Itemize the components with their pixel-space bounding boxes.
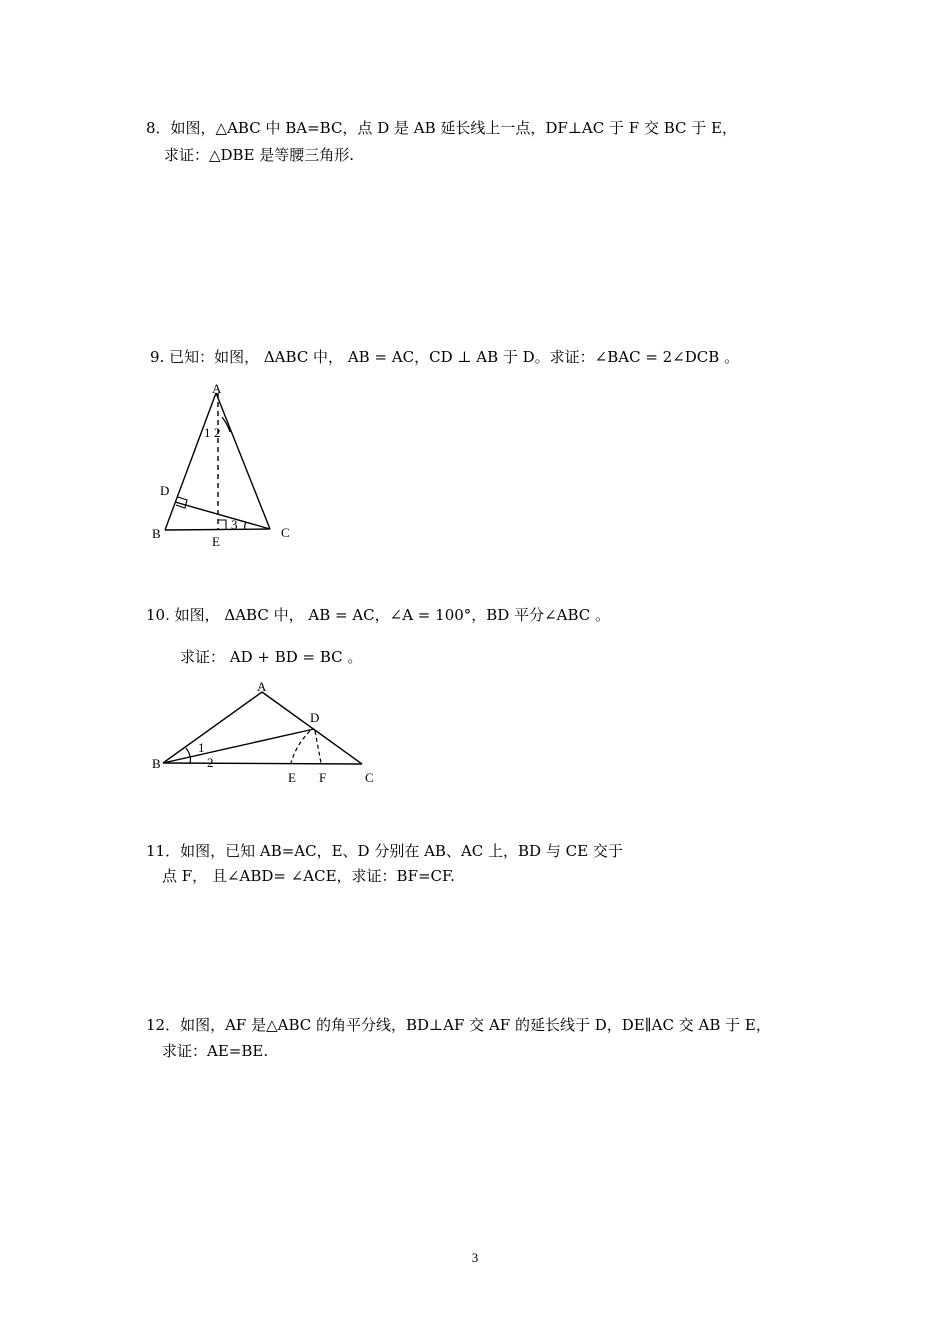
p9-angle-arc-C [245, 522, 246, 529]
problem-11-line2: 点 F， 且∠ABD= ∠ACE，求证：BF=CF. [162, 867, 455, 885]
p9-label-A: A [212, 381, 222, 396]
page-number: 3 [471, 1250, 479, 1265]
problem-11-line1: 11．如图，已知 AB=AC，E、D 分别在 AB、AC 上，BD 与 CE 交于 [146, 842, 623, 860]
problem-10-line2: 求证： AD + BD = BC 。 [180, 648, 363, 666]
p10-bisector-BD [163, 729, 314, 763]
p10-label-1: 1 [198, 740, 205, 755]
p9-label-2: 2 [214, 425, 221, 440]
p10-label-2: 2 [207, 755, 214, 770]
p9-segment-CD [175, 502, 270, 529]
p9-side-AB [165, 393, 216, 530]
p10-dashed-DF [315, 731, 321, 763]
problem-12-line1: 12．如图，AF 是△ABC 的角平分线，BD⊥AF 交 AF 的延长线于 D，DE∥AC 交 AB 于 E， [146, 1016, 771, 1034]
p9-side-BC [165, 529, 270, 530]
p10-label-A: A [257, 679, 267, 694]
problem-12-line2: 求证：AE=BE. [162, 1042, 269, 1060]
problem-8-line2: 求证：△DBE 是等腰三角形. [164, 146, 355, 164]
problem-9-line1: 9. 已知：如图， ΔABC 中， AB = AC，CD ⊥ AB 于 D。求证：∠BAC = 2∠DCB 。 [150, 348, 740, 366]
p9-side-AC [216, 393, 270, 529]
p9-right-angle-D [176, 497, 187, 508]
p10-label-C: C [365, 770, 374, 785]
p10-angle-arc-B [186, 748, 191, 763]
p10-side-AC [262, 692, 362, 764]
p9-label-D: D [160, 483, 170, 498]
p9-label-E: E [212, 534, 220, 549]
p9-angle-arc-A [222, 417, 230, 432]
p9-label-1: 1 [204, 425, 211, 440]
problem-8-line1: 8．如图，△ABC 中 BA=BC，点 D 是 AB 延长线上一点，DF⊥AC 于 F 交 BC 于 E， [146, 119, 737, 137]
p9-label-3: 3 [231, 517, 238, 532]
p10-side-BC [163, 763, 362, 764]
p10-side-AB [163, 692, 262, 763]
p9-label-B: B [152, 526, 161, 541]
p10-label-F: F [319, 770, 327, 785]
p10-dashed-DE [291, 731, 310, 763]
p9-right-angle-E [218, 520, 226, 529]
p10-label-E: E [288, 770, 296, 785]
problem-10-line1: 10. 如图， ΔABC 中， AB = AC，∠A = 100°，BD 平分∠ABC 。 [146, 606, 611, 624]
p10-label-B: B [152, 756, 161, 771]
p9-label-C: C [281, 525, 290, 540]
p10-label-D: D [310, 710, 320, 725]
